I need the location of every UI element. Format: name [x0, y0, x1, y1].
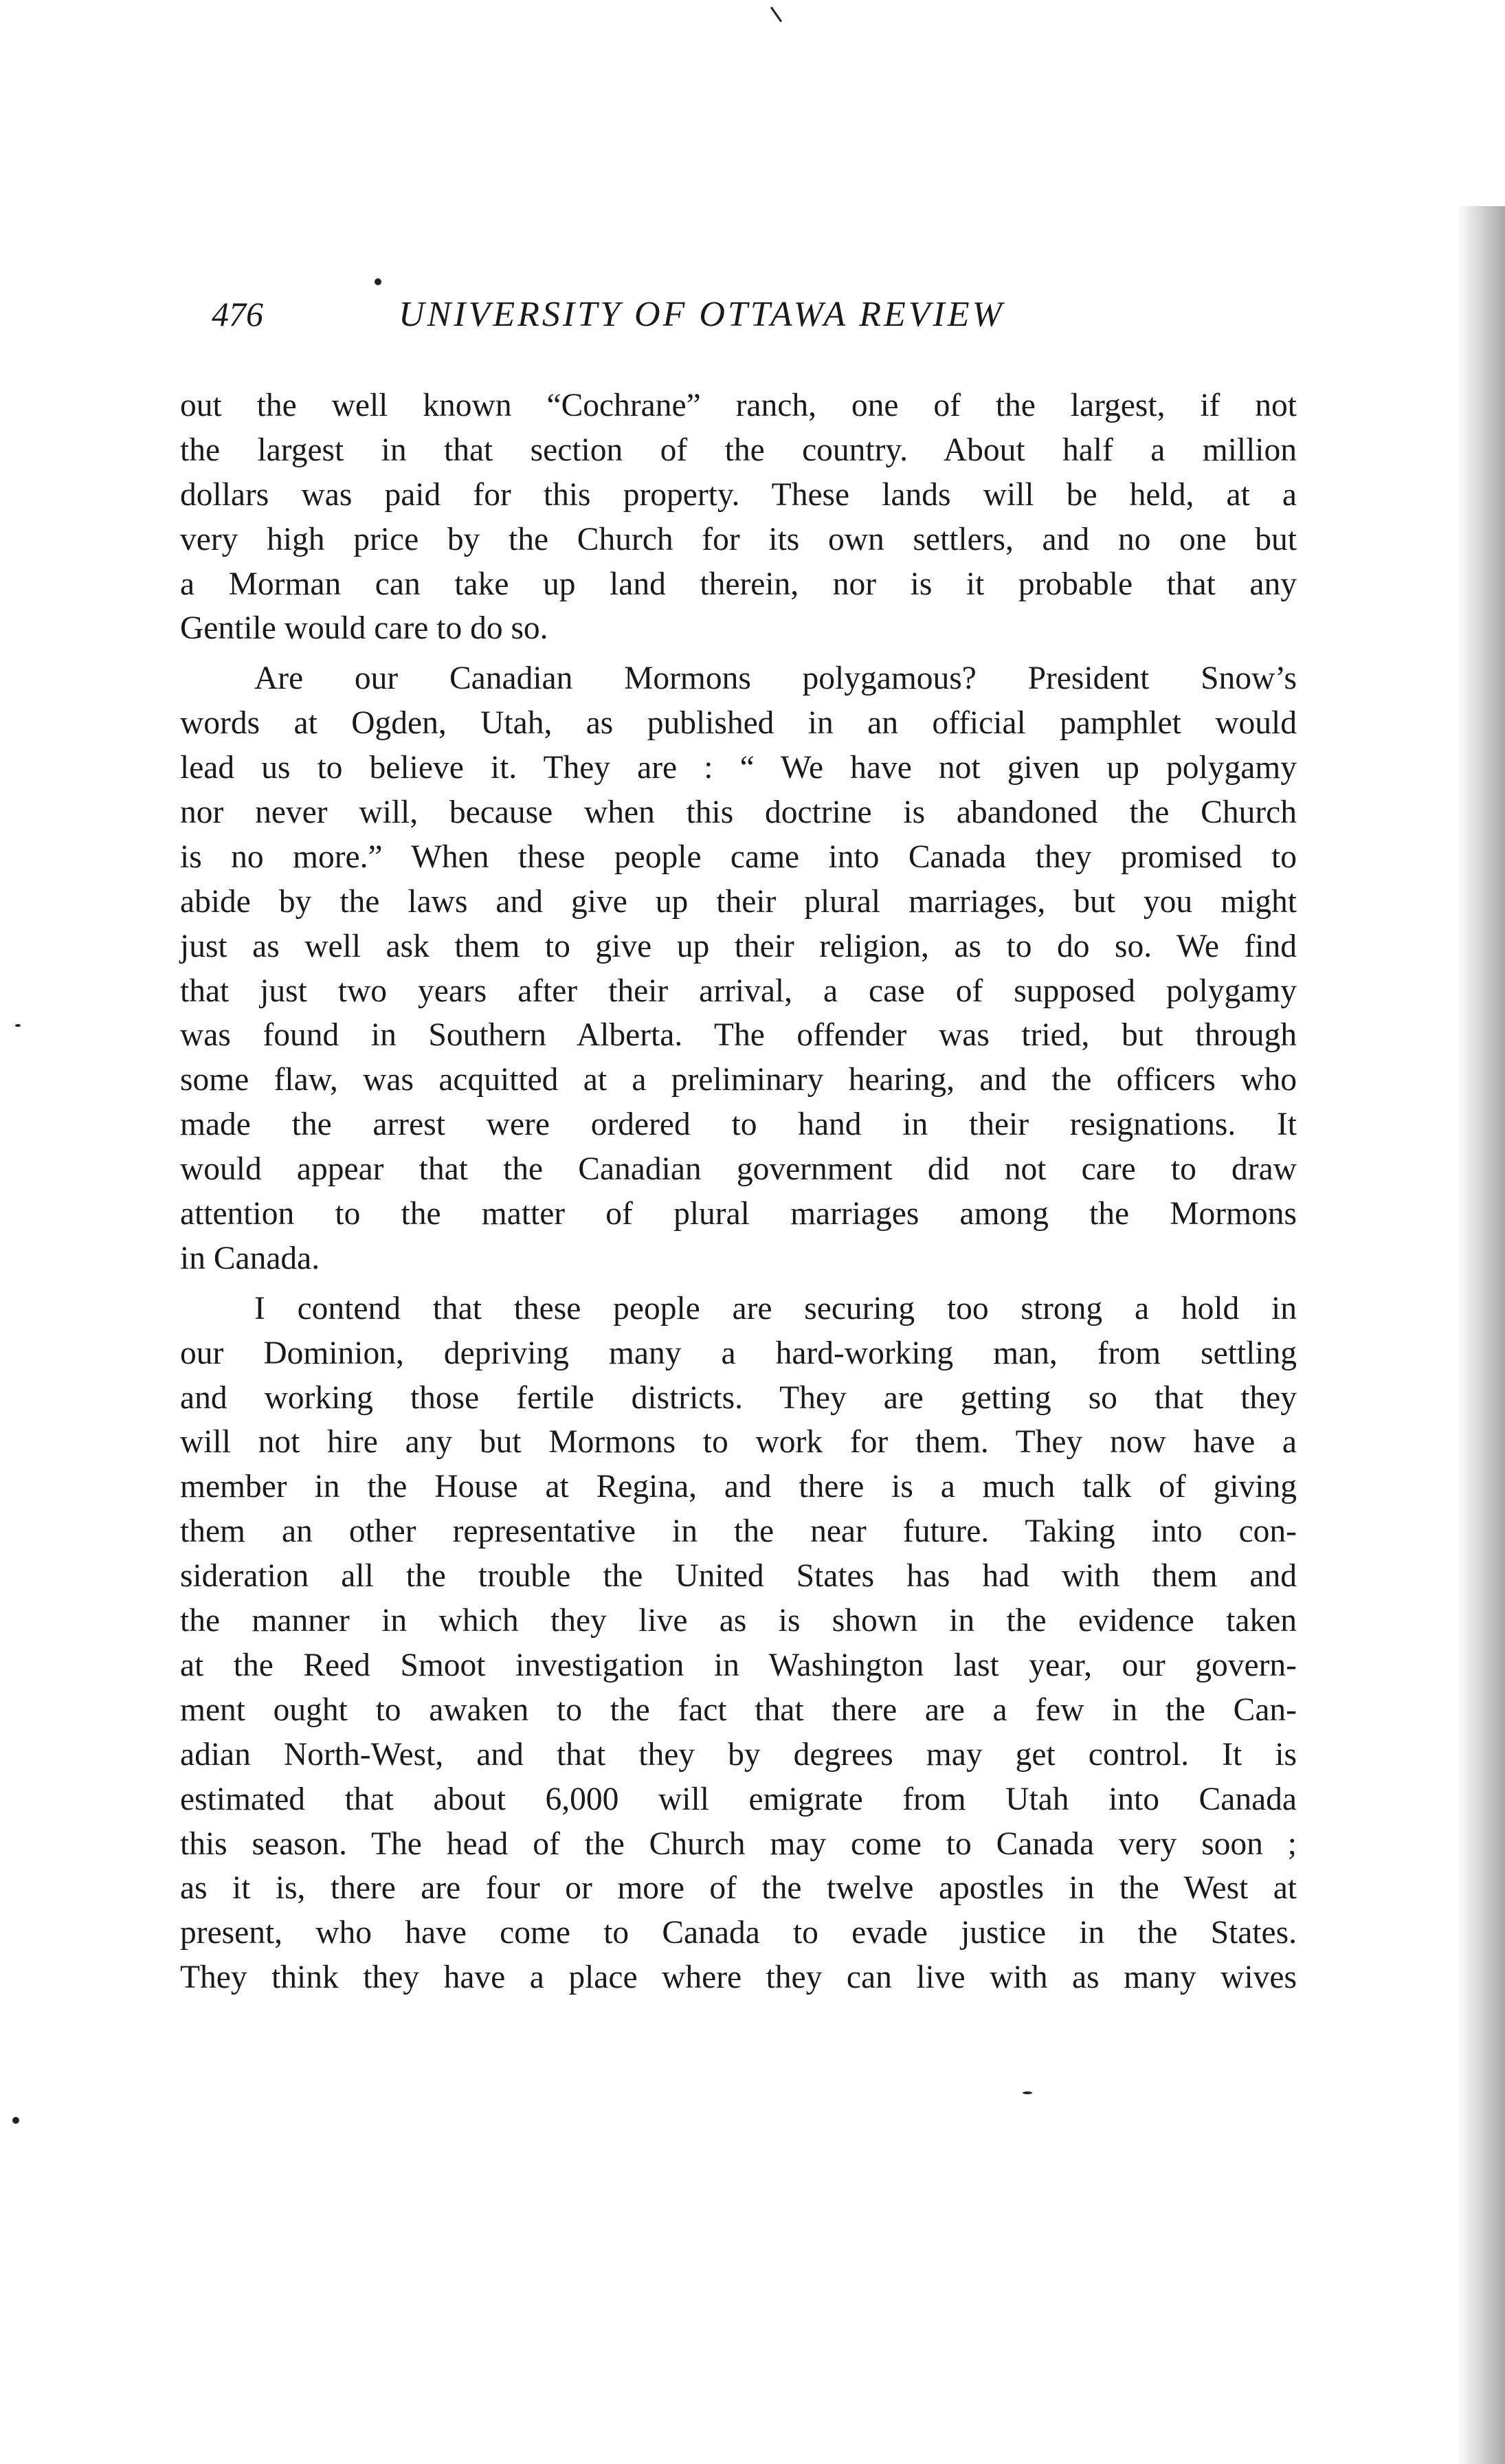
binding-edge-shadow: [1457, 206, 1505, 2464]
text-line: They think they have a place where they can live with as many wives: [180, 1960, 1297, 1996]
text-line: this season. The head of the Church may come to Canada very soon ;: [180, 1825, 1297, 1862]
text-line: a Morman can take up land therein, nor is it probable that any: [180, 566, 1297, 602]
text-line: dollars was paid for this property. These lands will be held, at a: [180, 476, 1297, 513]
text-line: words at Ogden, Utah, as published in an official pamphlet would: [180, 705, 1297, 742]
text-line: estimated that about 6,000 will emigrate from Utah into Canada: [180, 1781, 1297, 1817]
scan-speck: [15, 1024, 21, 1027]
text-line: just as well ask them to give up their religion, as to do so. We find: [180, 928, 1297, 964]
running-title: UNIVERSITY OF OTTAWA REVIEW: [399, 295, 1005, 334]
text-line: ment ought to awaken to the fact that there are a few in the Can-: [180, 1691, 1297, 1728]
text-line: adian North-West, and that they by degrees may get control. It is: [180, 1736, 1297, 1773]
text-line: I contend that these people are securing too strong a hold in: [254, 1290, 1297, 1327]
text-line: would appear that the Canadian government did not care to draw: [180, 1151, 1297, 1188]
text-line: Are our Canadian Mormons polygamous? President Snow’s: [254, 661, 1297, 697]
text-line: at the Reed Smoot investigation in Washington last year, our govern-: [180, 1647, 1297, 1683]
text-line: is no more.” When these people came into Canada they promised to: [180, 839, 1297, 875]
text-line: them an other representative in the near future. Taking into con-: [180, 1513, 1297, 1550]
text-line: our Dominion, depriving many a hard-working man, from settling: [180, 1335, 1297, 1371]
text-line: some flaw, was acquitted at a preliminary hearing, and the officers who: [180, 1062, 1297, 1098]
scan-speck: [375, 278, 381, 285]
text-line: very high price by the Church for its own settlers, and no one but: [180, 521, 1297, 557]
scan-speck: [1023, 2091, 1032, 2094]
text-line: the largest in that section of the country. About half a million: [180, 432, 1297, 468]
scan-speck: [770, 6, 782, 22]
paragraph-3: [180, 1287, 1297, 2000]
text-line: was found in Southern Alberta. The offender was tried, but through: [180, 1017, 1297, 1054]
text-line: abide by the laws and give up their plural marriages, but you might: [180, 883, 1297, 920]
text-line: member in the House at Regina, and there is a much talk of giving: [180, 1469, 1297, 1505]
text-line: present, who have come to Canada to evade justice in the States.: [180, 1915, 1297, 1951]
text-line: will not hire any but Mormons to work for them. They now have a: [180, 1424, 1297, 1461]
text-line: and working those fertile districts. They are getting so that they: [180, 1379, 1297, 1416]
text-line: attention to the matter of plural marriages among the Mormons: [180, 1196, 1297, 1232]
text-line: sideration all the trouble the United States has had with them and: [180, 1558, 1297, 1595]
page-number: 476: [212, 295, 263, 333]
text-line: nor never will, because when this doctrine is abandoned the Church: [180, 795, 1297, 831]
text-line: the manner in which they live as is shown in the evidence taken: [180, 1603, 1297, 1639]
text-line: in Canada.: [180, 1240, 320, 1276]
scan-speck: [12, 2117, 19, 2124]
text-line: as it is, there are four or more of the twelve apostles in the West at: [180, 1870, 1297, 1907]
paragraph-2: [180, 656, 1297, 1280]
text-line: made the arrest were ordered to hand in their resignations. It: [180, 1107, 1297, 1143]
text-line: that just two years after their arrival, a case of supposed polygamy: [180, 973, 1297, 1009]
text-line: out the well known “Cochrane” ranch, one of the largest, if not: [180, 388, 1297, 423]
body-text: [180, 384, 1297, 2000]
text-line: Gentile would care to do so.: [180, 610, 548, 647]
text-line: lead us to believe it. They are : “ We have not given up polygamy: [180, 750, 1297, 786]
paragraph-1: [180, 384, 1297, 651]
